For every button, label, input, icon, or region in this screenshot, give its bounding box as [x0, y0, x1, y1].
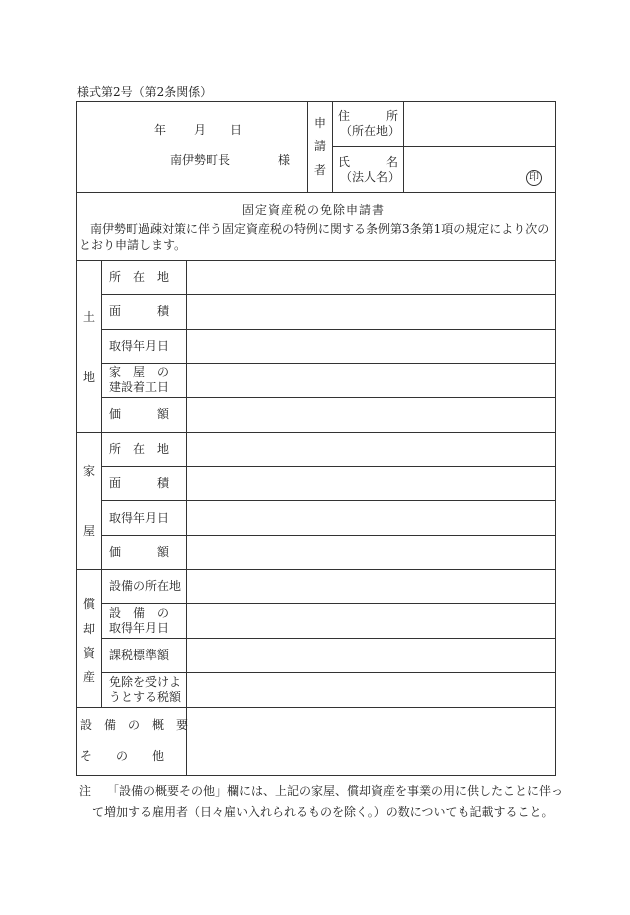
house-group-label: 家	[83, 464, 96, 478]
house-area-field[interactable]	[187, 467, 555, 500]
house-value-field[interactable]	[187, 536, 555, 569]
applicant-char: 者	[314, 163, 327, 177]
exemption-tax-label: 免除を受けよ	[109, 675, 182, 689]
name-sub-label: （法人名）	[340, 170, 401, 184]
land-value-label: 価 額	[109, 407, 170, 421]
intro-text: 南伊勢町過疎対策に伴う固定資産税の特例に関する条例第3条第1項の規定により次の	[90, 222, 550, 236]
honorific: 様	[278, 153, 291, 167]
applicant-char: 申	[314, 116, 327, 130]
address-sub-label: （所在地）	[340, 124, 401, 138]
note-prefix: 注	[79, 784, 92, 798]
house-acquisition-date-field[interactable]	[187, 501, 555, 535]
form-number-label: 様式第2号（第2条関係）	[77, 85, 213, 99]
addressee: 南伊勢町長	[170, 153, 231, 167]
tax-base-field[interactable]	[187, 639, 555, 672]
divider	[101, 260, 102, 707]
date-day-label: 日	[230, 123, 243, 137]
equipment-overview-label: 設 備 の 概 要	[80, 718, 189, 732]
equipment-label: 設 備 の	[109, 606, 170, 620]
land-location-field[interactable]	[187, 261, 555, 294]
exemption-tax-label-2: うとする税額	[109, 690, 182, 704]
address-label: 住 所	[338, 109, 399, 123]
equipment-acquisition-date-label: 取得年月日	[109, 621, 170, 635]
land-acquisition-date-field[interactable]	[187, 330, 555, 363]
land-construction-date-label: 建設着工日	[109, 380, 170, 394]
house-location-label: 所 在 地	[109, 442, 170, 456]
application-form	[76, 101, 556, 776]
equipment-location-field[interactable]	[187, 570, 555, 603]
note-text: て増加する雇用者（日々雇い入れられるものを除く。）の数についても記載すること。	[92, 805, 554, 819]
date-year-label: 年	[154, 123, 167, 137]
equipment-acquisition-date-field[interactable]	[187, 604, 555, 638]
house-location-field[interactable]	[187, 433, 555, 466]
other-label: そ の 他	[80, 749, 165, 763]
date-month-label: 月	[194, 123, 207, 137]
land-group-label: 土	[83, 310, 96, 324]
land-value-field[interactable]	[187, 398, 555, 432]
land-construction-label: 家 屋 の	[109, 365, 170, 379]
land-area-label: 面 積	[109, 304, 170, 318]
land-construction-date-field[interactable]	[187, 364, 555, 397]
equipment-location-label: 設備の所在地	[109, 579, 182, 593]
depreciable-group-label: 却	[83, 622, 96, 636]
house-value-label: 価 額	[109, 545, 170, 559]
address-field[interactable]	[404, 102, 555, 146]
divider	[307, 101, 308, 192]
land-location-label: 所 在 地	[109, 270, 170, 284]
document-title: 固定資産税の免除申請書	[242, 203, 386, 217]
land-group-label: 地	[83, 370, 96, 384]
seal-mark: 印	[526, 170, 542, 186]
land-acquisition-date-label: 取得年月日	[109, 339, 170, 353]
house-acquisition-date-label: 取得年月日	[109, 511, 170, 525]
exemption-tax-field[interactable]	[187, 673, 555, 707]
depreciable-group-label: 資	[83, 646, 96, 660]
house-group-label: 屋	[83, 524, 96, 538]
divider	[76, 192, 556, 193]
name-label: 氏 名	[338, 155, 399, 169]
depreciable-group-label: 償	[83, 597, 96, 611]
depreciable-group-label: 産	[83, 670, 96, 684]
note-text: 「設備の概要その他」欄には、上記の家屋、償却資産を事業の用に供したことに伴っ	[107, 784, 564, 798]
tax-base-label: 課税標準額	[109, 648, 170, 662]
house-area-label: 面 積	[109, 476, 170, 490]
land-area-field[interactable]	[187, 295, 555, 329]
applicant-char: 請	[314, 139, 327, 153]
equipment-overview-field[interactable]	[187, 708, 555, 775]
intro-text: とおり申請します。	[79, 238, 187, 252]
